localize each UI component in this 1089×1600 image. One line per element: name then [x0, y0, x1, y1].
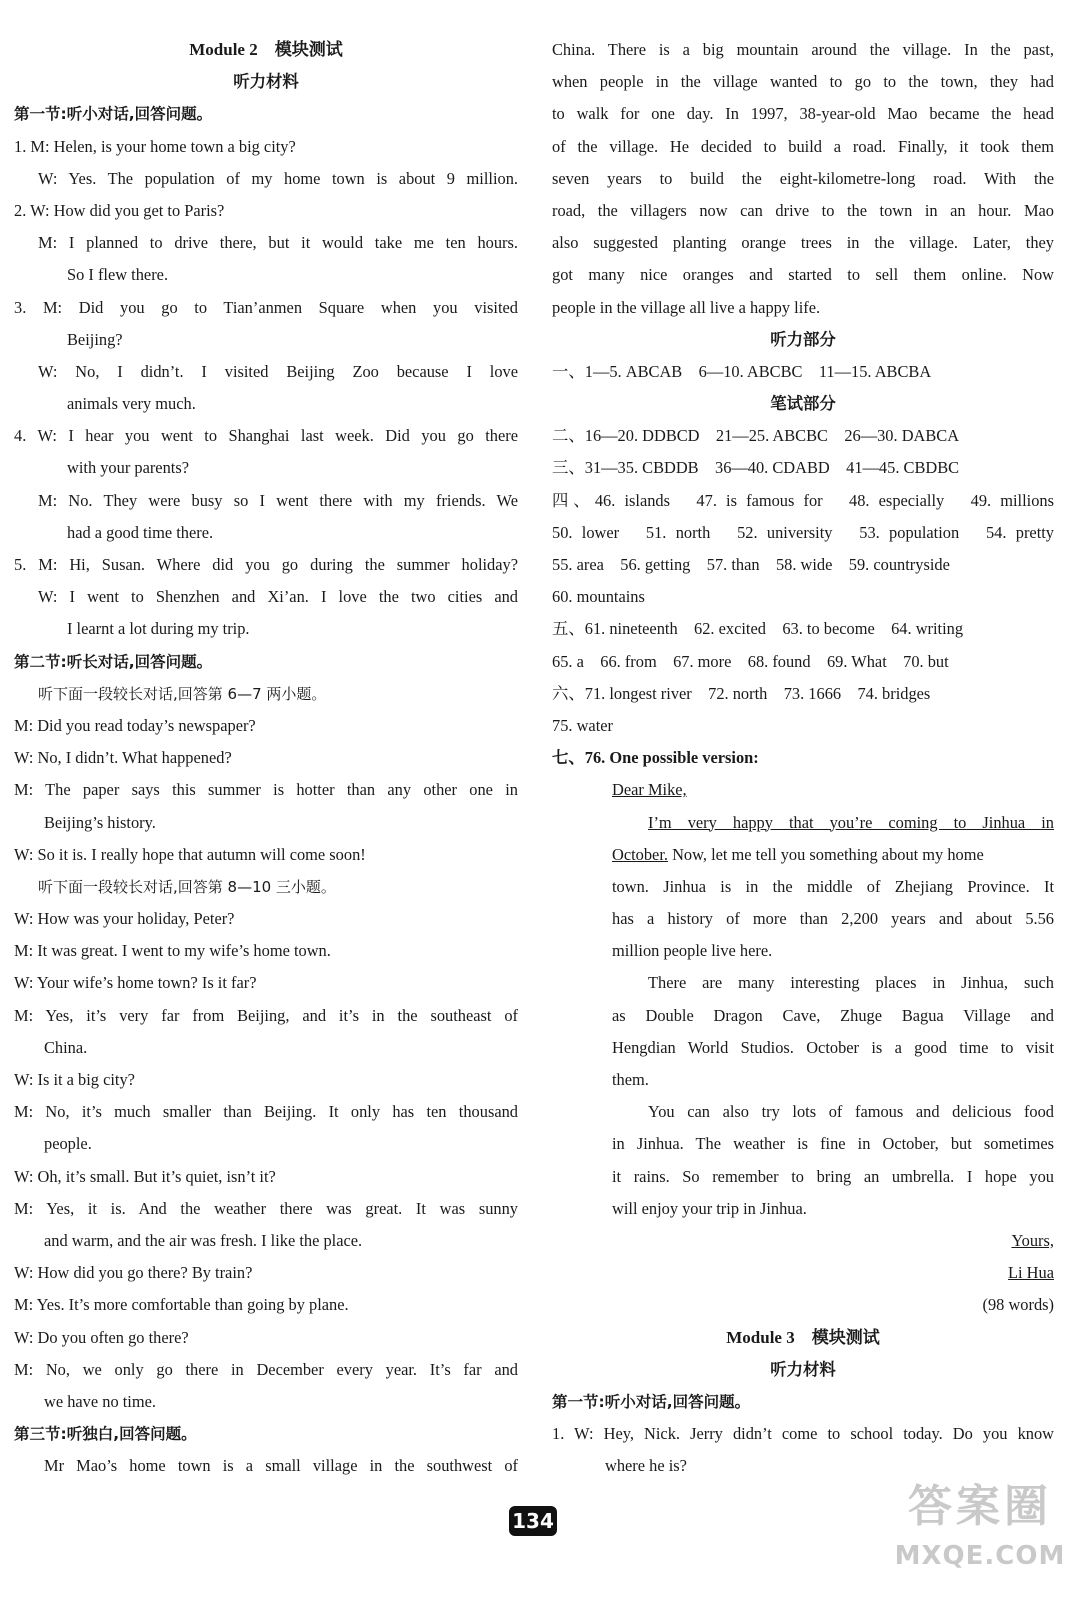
- dialogue-line: W: Do you often go there?: [14, 1327, 189, 1347]
- answer-line: 60. mountains: [552, 587, 645, 607]
- dialogue-line: with your parents?: [67, 458, 189, 478]
- answer-line: 四、46. islands 47. is famous for 48. especially 49. millions: [552, 490, 1054, 510]
- dialogue-line: China.: [44, 1037, 88, 1057]
- answer-line: 50. lower 51. north 52. university 53. population 54. pretty: [552, 522, 1054, 542]
- monologue-line: people in the village all live a happy life.: [552, 297, 821, 317]
- right-column: [552, 34, 1054, 1482]
- letter-greeting: Dear Mike,: [612, 780, 687, 800]
- monologue-line: when people in the village wanted to go to the town, they had: [552, 72, 1054, 92]
- dialogue-line: W: How did you go there? By train?: [14, 1263, 253, 1283]
- letter-line-text: Now, let me tell you something about my home: [667, 844, 984, 864]
- module-2-title: Module 2 模块测试: [189, 40, 343, 59]
- dialogue-line: W: No, I didn’t. What happened?: [14, 748, 232, 768]
- monologue-line: Mr Mao’s home town is a small village in the southwest of: [44, 1456, 518, 1476]
- answer-line: 55. area 56. getting 57. than 58. wide 59. countryside: [552, 555, 950, 574]
- answer-line: 65. a 66. from 67. more 68. found 69. What 70. but: [552, 651, 949, 671]
- dialogue-line: M: Did you read today’s newspaper?: [14, 715, 256, 735]
- dialogue-line: we have no time.: [44, 1391, 156, 1411]
- letter-line: has a history of more than 2,200 years and about 5.56: [612, 909, 1054, 929]
- dialogue-line: 3. M: Did you go to Tian’anmen Square when you visited: [14, 297, 518, 317]
- word-count: (98 words): [982, 1295, 1054, 1315]
- letter-signature: Li Hua: [1008, 1263, 1054, 1283]
- answer-line: 一、1—5. ABCAB 6—10. ABCBC 11—15. ABCBA: [552, 361, 932, 381]
- dialogue-line: W: So it is. I really hope that autumn will come soon!: [14, 844, 366, 864]
- answer-line: 二、16—20. DDBCD 21—25. ABCBC 26—30. DABCA: [552, 426, 960, 446]
- listening-material-heading: 听力材料: [233, 72, 299, 92]
- listening-material-heading: 听力材料: [770, 1359, 836, 1379]
- monologue-line: China. There is a big mountain around the village. In the past,: [552, 40, 1054, 59]
- dialogue-line: M: Yes, it’s very far from Beijing, and it’s in the southeast of: [14, 1005, 518, 1025]
- letter-line: million people live here.: [612, 941, 773, 961]
- answer-line: 五、61. nineteenth 62. excited 63. to become 64. writing: [552, 619, 964, 639]
- dialogue-line: W: I went to Shenzhen and Xi’an. I love the two cities and: [38, 587, 518, 607]
- dialogue-line: 5. M: Hi, Susan. Where did you go during the summer holiday?: [14, 555, 518, 574]
- dialogue-line: M: No, it’s much smaller than Beijing. It only has ten thousand: [14, 1102, 518, 1122]
- letter-line: You can also try lots of famous and delicious food: [648, 1102, 1054, 1122]
- watermark-logo-text: 答案圈: [908, 1481, 1052, 1532]
- dialogue-line: Beijing?: [67, 329, 123, 349]
- letter-line: Hengdian World Studios. October is a good time to visit: [612, 1037, 1054, 1057]
- dialogue-line: and warm, and the air was fresh. I like the place.: [44, 1230, 363, 1250]
- answer-line: 六、71. longest river 72. north 73. 1666 74. bridges: [552, 683, 931, 703]
- module-3-title: Module 3 模块测试: [726, 1327, 880, 1347]
- dialogue-line: So I flew there.: [67, 265, 169, 285]
- dialogue-line: W: Oh, it’s small. But it’s quiet, isn’t it?: [14, 1166, 276, 1186]
- dialogue-line: W: Your wife’s home town? Is it far?: [14, 973, 257, 993]
- dialogue-line: M: Yes. It’s more comfortable than going by plane.: [14, 1295, 349, 1315]
- dialogue-line: animals very much.: [67, 394, 196, 414]
- dialogue-line: M: The paper says this summer is hotter than any other one in: [14, 780, 518, 800]
- monologue-line: road, the villagers now can drive to the town in an hour. Mao: [552, 200, 1054, 220]
- writing-answer-heading: 七、76. One possible version:: [552, 748, 759, 768]
- instruction-note: 听下面一段较长对话,回答第 6—7 两小题。: [38, 684, 327, 703]
- section-1-heading: 第一节:听小对话,回答问题。: [14, 105, 213, 124]
- dialogue-line: M: I planned to drive there, but it would take me ten hours.: [38, 233, 518, 253]
- monologue-line: of the village. He decided to build a road. Finally, it took them: [552, 136, 1054, 156]
- dialogue-line: W: Yes. The population of my home town is about 9 million.: [38, 168, 518, 188]
- monologue-line: got many nice oranges and started to sell them online. Now: [552, 265, 1054, 285]
- letter-closing: Yours,: [1011, 1230, 1054, 1250]
- letter-line: in Jinhua. The weather is fine in October, but sometimes: [612, 1134, 1054, 1154]
- monologue-line: seven years to build the eight-kilometre-long road. With the: [552, 168, 1054, 188]
- letter-line: [552, 807, 1054, 839]
- letter-line: [552, 839, 1054, 871]
- dialogue-line: M: No. They were busy so I went there with my friends. We: [38, 490, 518, 510]
- left-column: [14, 34, 518, 1482]
- site-watermark: [890, 1478, 1070, 1590]
- page-number: 134: [509, 1506, 557, 1536]
- dialogue-line: 4. W: I hear you went to Shanghai last week. Did you go there: [14, 426, 518, 446]
- dialogue-line: W: How was your holiday, Peter?: [14, 909, 235, 929]
- dialogue-line: M: No, we only go there in December every year. It’s far and: [14, 1359, 518, 1379]
- letter-line: it rains. So remember to bring an umbrella. I hope you: [612, 1166, 1054, 1186]
- section-3-heading: 第三节:听独白,回答问题。: [14, 1425, 197, 1444]
- instruction-note: 听下面一段较长对话,回答第 8—10 三小题。: [38, 877, 336, 896]
- listening-part-heading: 听力部分: [770, 329, 836, 349]
- watermark-url: MXQE.COM: [894, 1541, 1066, 1571]
- dialogue-line: 2. W: How did you get to Paris?: [14, 200, 225, 220]
- monologue-line: also suggested planting orange trees in the village. Later, they: [552, 233, 1054, 253]
- dialogue-line: had a good time there.: [67, 522, 214, 542]
- letter-line: them.: [612, 1070, 649, 1089]
- dialogue-line: W: Is it a big city?: [14, 1070, 135, 1089]
- dialogue-line: where he is?: [605, 1456, 687, 1476]
- letter-line: will enjoy your trip in Jinhua.: [612, 1198, 807, 1218]
- dialogue-line: 1. W: Hey, Nick. Jerry didn’t come to school today. Do you know: [552, 1424, 1054, 1444]
- letter-line: There are many interesting places in Jinhua, such: [648, 973, 1054, 993]
- answer-line: 75. water: [552, 715, 613, 735]
- letter-line-text: I’m very happy that you’re coming to Jinhua in: [648, 812, 1054, 832]
- written-part-heading: 笔试部分: [770, 394, 836, 414]
- dialogue-line: Beijing’s history.: [44, 812, 156, 832]
- dialogue-line: people.: [44, 1134, 92, 1154]
- dialogue-line: W: No, I didn’t. I visited Beijing Zoo because I love: [38, 361, 518, 381]
- section-1-heading: 第一节:听小对话,回答问题。: [552, 1392, 751, 1411]
- answer-line: 三、31—35. CBDDB 36—40. CDABD 41—45. CBDBC: [552, 458, 960, 478]
- dialogue-line: M: It was great. I went to my wife’s home town.: [14, 941, 331, 961]
- letter-underlined-word: October.: [612, 844, 668, 864]
- section-2-heading: 第二节:听长对话,回答问题。: [14, 652, 213, 671]
- dialogue-line: M: Yes, it is. And the weather there was great. It was sunny: [14, 1198, 518, 1218]
- letter-line: town. Jinhua is in the middle of Zhejiang Province. It: [612, 876, 1054, 896]
- dialogue-line: 1. M: Helen, is your home town a big city?: [14, 136, 296, 156]
- monologue-line: to walk for one day. In 1997, 38-year-old Mao became the head: [552, 104, 1054, 124]
- dialogue-line: I learnt a lot during my trip.: [67, 619, 250, 639]
- letter-line: as Double Dragon Cave, Zhuge Bagua Village and: [612, 1005, 1054, 1025]
